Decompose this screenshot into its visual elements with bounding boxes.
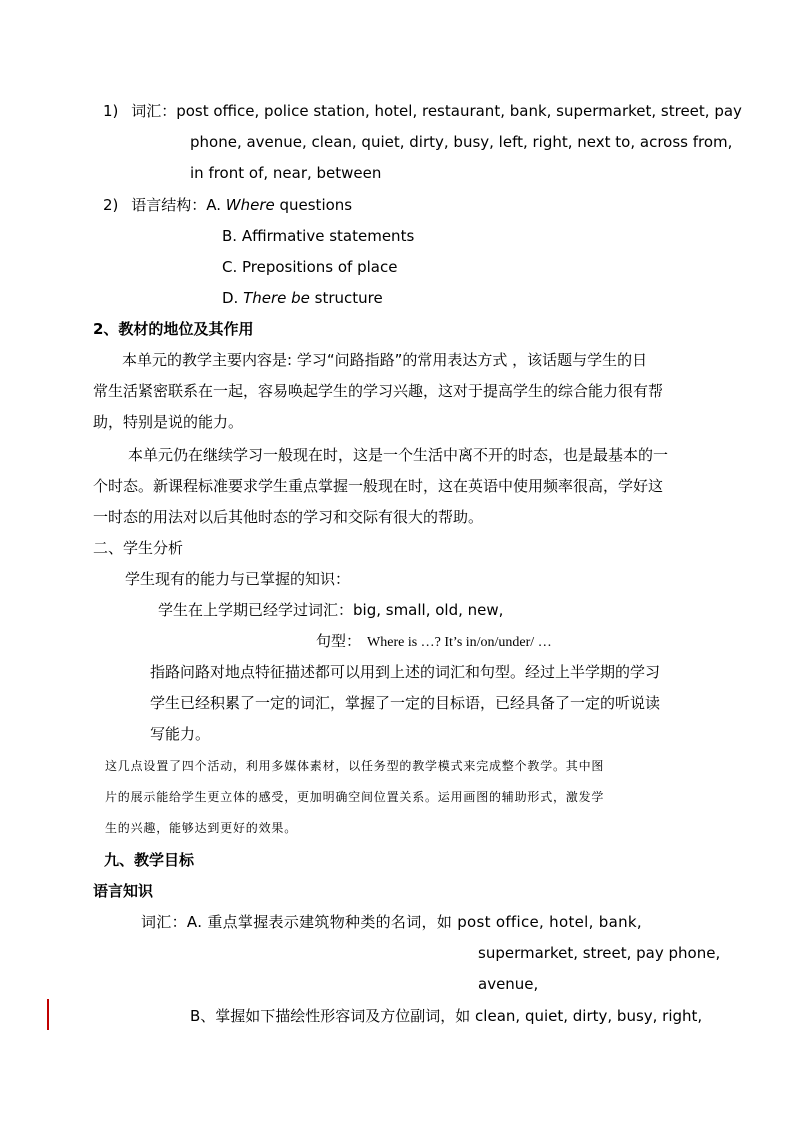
vocab-line-1 bbox=[103, 101, 742, 121]
structure-d-italic: There be bbox=[243, 289, 310, 307]
vocab-number: 1) bbox=[103, 102, 119, 120]
pattern-label: 句型： bbox=[316, 632, 362, 650]
section2-heading: 2、教材的地位及其作用 bbox=[93, 320, 254, 338]
section9-vocab-a-line3: avenue, bbox=[478, 975, 539, 993]
section2-p1-line2: 常生活紧密联系在一起，容易唤起学生的学习兴趣，这对于提高学生的综合能力很有帮 bbox=[93, 382, 664, 400]
revision-margin-bar bbox=[47, 999, 49, 1030]
section2-p2-line2: 个时态。新课程标准要求学生重点掌握一般现在时，这在英语中使用频率很高，学好这 bbox=[93, 477, 664, 495]
analysis-learned: 学生在上学期已经学过词汇：big, small, old, new, bbox=[158, 601, 504, 619]
analysis-heading: 二、学生分析 bbox=[93, 539, 184, 557]
analysis-p-line1: 指路问路对地点特征描述都可以用到上述的词汇和句型。经过上半学期的学习 bbox=[150, 663, 661, 681]
structure-d-prefix: D. bbox=[222, 289, 244, 307]
pattern-text: Where is …? It’s in/on/under/ … bbox=[367, 635, 552, 650]
structure-a-italic: Where bbox=[225, 196, 275, 214]
structure-d bbox=[222, 288, 383, 308]
section9-vocab-a: 词汇：A. 重点掌握表示建筑物种类的名词，如 post office, hotel, bank, bbox=[141, 913, 642, 931]
analysis-p-line3: 写能力。 bbox=[150, 725, 211, 743]
section2-p2-line3: 一时态的用法对以后其他时态的学习和交际有很大的帮助。 bbox=[93, 508, 484, 526]
section9-subheading: 语言知识 bbox=[93, 882, 154, 900]
note-line3: 生的兴趣，能够达到更好的效果。 bbox=[105, 821, 298, 835]
structures-label: 语言结构： bbox=[131, 196, 207, 214]
section9-vocab-a-line2: supermarket, street, pay phone, bbox=[478, 944, 721, 962]
vocab-text-3: in front of, near, between bbox=[190, 164, 382, 182]
section9-heading: 九、教学目标 bbox=[104, 851, 195, 869]
structure-a-prefix: A. bbox=[206, 196, 226, 214]
analysis-intro: 学生现有的能力与已掌握的知识： bbox=[125, 570, 351, 588]
structures-line-a bbox=[103, 195, 352, 215]
note-line1: 这几点设置了四个活动，利用多媒体素材，以任务型的教学模式来完成整个教学。其中图 bbox=[105, 759, 605, 773]
analysis-p-line2: 学生已经积累了一定的词汇，掌握了一定的目标语，已经具备了一定的听说读 bbox=[150, 694, 661, 712]
section9-vocab-b: B、掌握如下描绘性形容词及方位副词，如 clean, quiet, dirty, busy, right, bbox=[190, 1007, 703, 1025]
section2-p1-line1: 本单元的教学主要内容是: 学习“问路指路”的常用表达方式 ，该话题与学生的日 bbox=[122, 351, 648, 369]
structure-d-rest: structure bbox=[309, 289, 383, 307]
note-line2: 片的展示能给学生更立体的感受，更加明确空间位置关系。运用画图的辅助形式，激发学 bbox=[105, 790, 605, 804]
vocab-label: 词汇： bbox=[131, 102, 177, 120]
analysis-pattern-line bbox=[316, 631, 552, 653]
section2-p1-line3: 助，特别是说的能力。 bbox=[93, 413, 244, 431]
structure-b: B. Affirmative statements bbox=[222, 227, 415, 245]
vocab-text-2: phone, avenue, clean, quiet, dirty, busy, left, right, next to, across from, bbox=[190, 133, 733, 151]
structure-a-rest: questions bbox=[274, 196, 353, 214]
structure-c: C. Prepositions of place bbox=[222, 258, 398, 276]
vocab-text-1: post office, police station, hotel, restaurant, bank, supermarket, street, pay bbox=[176, 102, 742, 120]
structures-number: 2) bbox=[103, 196, 119, 214]
section2-p2-line1: 本单元仍在继续学习一般现在时，这是一个生活中离不开的时态，也是最基本的一 bbox=[128, 446, 669, 464]
